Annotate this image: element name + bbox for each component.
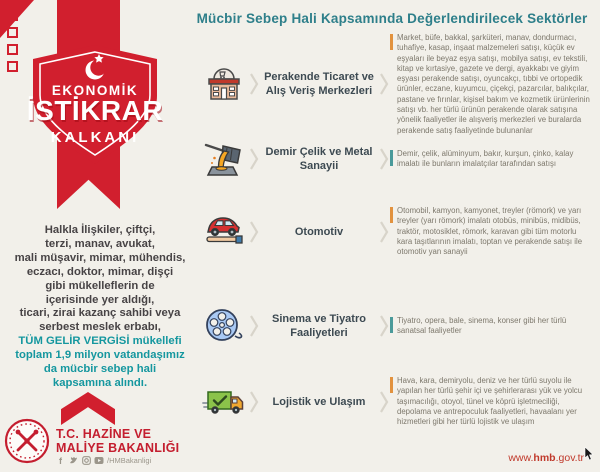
chevron-right-icon xyxy=(378,219,390,245)
deco-square-outline xyxy=(7,27,18,38)
chevron-right-icon xyxy=(378,389,390,415)
chevron-right-icon xyxy=(378,71,390,97)
chevron-right-icon xyxy=(378,146,390,172)
mouse-cursor xyxy=(584,447,594,461)
accent-bar xyxy=(390,150,393,166)
chevron-right-icon xyxy=(248,389,260,415)
paragraph-line: gibi mükelleflerin de xyxy=(45,279,155,292)
paragraph-line: Halkla İlişkiler, çiftçi, xyxy=(44,224,156,236)
social-handle: /HMBakanligi xyxy=(107,456,152,465)
delivery-truck-icon xyxy=(200,381,248,423)
sector-row-automotive xyxy=(200,206,592,257)
sector-description: Otomobil, kamyon, kamyonet, treyler (römork) ve yarı treyler (yarı römork) imalatı otobüs, minibüs, midibüs, traktör, motosiklet, römork, karavan gibi tüm motorlu kara taşıtlarının imalatı, toptan ve perakende satışı ile otomotiv yan sanayii xyxy=(390,206,592,257)
sector-row-retail xyxy=(200,33,592,136)
paragraph-line-highlight: da mücbir sebep hali xyxy=(43,363,157,376)
car-icon xyxy=(200,211,248,253)
chevron-right-icon xyxy=(248,219,260,245)
sector-label: Sinema ve Tiyatro Faaliyetleri xyxy=(272,313,366,339)
paragraph-line-highlight: TÜM GELİR VERGİSİ mükellefi xyxy=(18,335,182,348)
youtube-icon[interactable] xyxy=(94,456,104,465)
chevron-right-icon xyxy=(248,71,260,97)
metal-casting-icon xyxy=(200,138,248,180)
sector-label: Perakende Ticaret ve Alış Veriş Merkezleri xyxy=(264,71,374,98)
instagram-icon[interactable] xyxy=(82,456,91,465)
accent-bar xyxy=(390,377,393,393)
sector-description: Hava, kara, demiryolu, deniz ve her türlü suyolu ile yapılan her türlü şehir içi ve şehirlerarası yük ve yolcu taşımacılığı, otoyol, tünel ve köprü işletmeciliği, depolama ve antrepoculuk faaliyetleri, havaalanı yer hizmetleri gibi her türlü lojistik ve ulaşım xyxy=(390,376,592,427)
page-title: Mücbir Sebep Hali Kapsamında Değerlendirilecek Sektörler xyxy=(196,11,588,26)
ministry-emblem-icon xyxy=(4,418,50,464)
accent-bar xyxy=(390,317,393,333)
paragraph-line: ticari, zirai kazanç sahibi veya xyxy=(19,307,181,320)
ministry-name xyxy=(56,427,179,455)
sector-description: Tiyatro, opera, bale, sinema, konser gibi her türlü sanatsal faaliyetler xyxy=(390,316,592,337)
paragraph-line: içerisinde yer aldığı, xyxy=(45,293,155,306)
facebook-icon[interactable] xyxy=(57,456,66,465)
social-row xyxy=(57,456,151,465)
paragraph-line: eczacı, doktor, mimar, dişçi xyxy=(26,265,174,278)
chevron-right-icon xyxy=(248,313,260,339)
paragraph-line-highlight: toplam 1,9 milyon vatandaşımız xyxy=(15,349,185,362)
ribbon-chevron xyxy=(61,392,115,425)
chevron-right-icon xyxy=(248,146,260,172)
accent-bar xyxy=(390,207,393,223)
income-tax-paragraph xyxy=(0,224,200,391)
ministry-name-line2: MALİYE BAKANLIĞI xyxy=(56,441,180,455)
website-url[interactable]: www.hmb.gov.tr xyxy=(508,452,584,464)
paragraph-line: mali müşavir, mimar, mühendis, xyxy=(14,251,186,264)
sector-row-logistics xyxy=(200,376,592,427)
sector-row-cinema xyxy=(200,304,592,348)
sector-row-metal xyxy=(200,137,592,181)
paragraph-line: serbest meslek erbabı, xyxy=(39,321,161,334)
sector-description: Market, büfe, bakkal, şarküteri, manav, dondurmacı, tuhafiye, kasap, inşaat malzemeleri satışı, küçük ev eşyaları ile beyaz eşya satışı, mobilya satışı, ev tekstili, kitap ve kırtasiye, gazete ve dergi, ayakkabı ve giyim eşyası perakende satışı, oyuncakçı, tıbbi ve ortopedik ürünler, eczane, kuyumcu, çiçekçi, pazarcılar, balıkçılar, pastane ve fırınlar, kişisel bakım ve kozmetik ürünlerinin satışı vb. her türlü ürünün perakende olarak satışına yönelik faaliyetler ile alışveriş merkezleri ve buralarda perakende satış faaliyetinde bulunanlar xyxy=(390,33,592,136)
badge-word-2: İSTİKRAR xyxy=(26,95,164,126)
paragraph-line-highlight: kapsamına alındı. xyxy=(52,376,148,389)
paragraph-line: terzi, manav, avukat, xyxy=(45,237,155,250)
svg-text:f: f xyxy=(59,456,62,465)
sector-label: Otomotiv xyxy=(294,225,344,238)
sector-description: Demir, çelik, alüminyum, bakır, kurşun, çinko, kalay imalatı ile bunların imalatçılar tarafından satışı xyxy=(390,149,592,170)
ministry-name-line1: T.C. HAZİNE VE xyxy=(56,427,152,441)
accent-bar xyxy=(390,34,393,50)
badge-word-3: KALKANI xyxy=(50,129,140,146)
film-reel-icon xyxy=(200,305,248,347)
badge-word-1: EKONOMİK xyxy=(51,83,139,98)
twitter-icon[interactable] xyxy=(69,456,79,465)
economic-stability-shield-badge xyxy=(12,42,178,182)
sector-label: Demir Çelik ve Metal Sanayii xyxy=(265,146,373,172)
sector-label: Lojistik ve Ulaşım xyxy=(272,395,366,408)
chevron-right-icon xyxy=(378,313,390,339)
deco-square-filled xyxy=(7,10,18,21)
shopping-mall-icon xyxy=(200,63,248,105)
